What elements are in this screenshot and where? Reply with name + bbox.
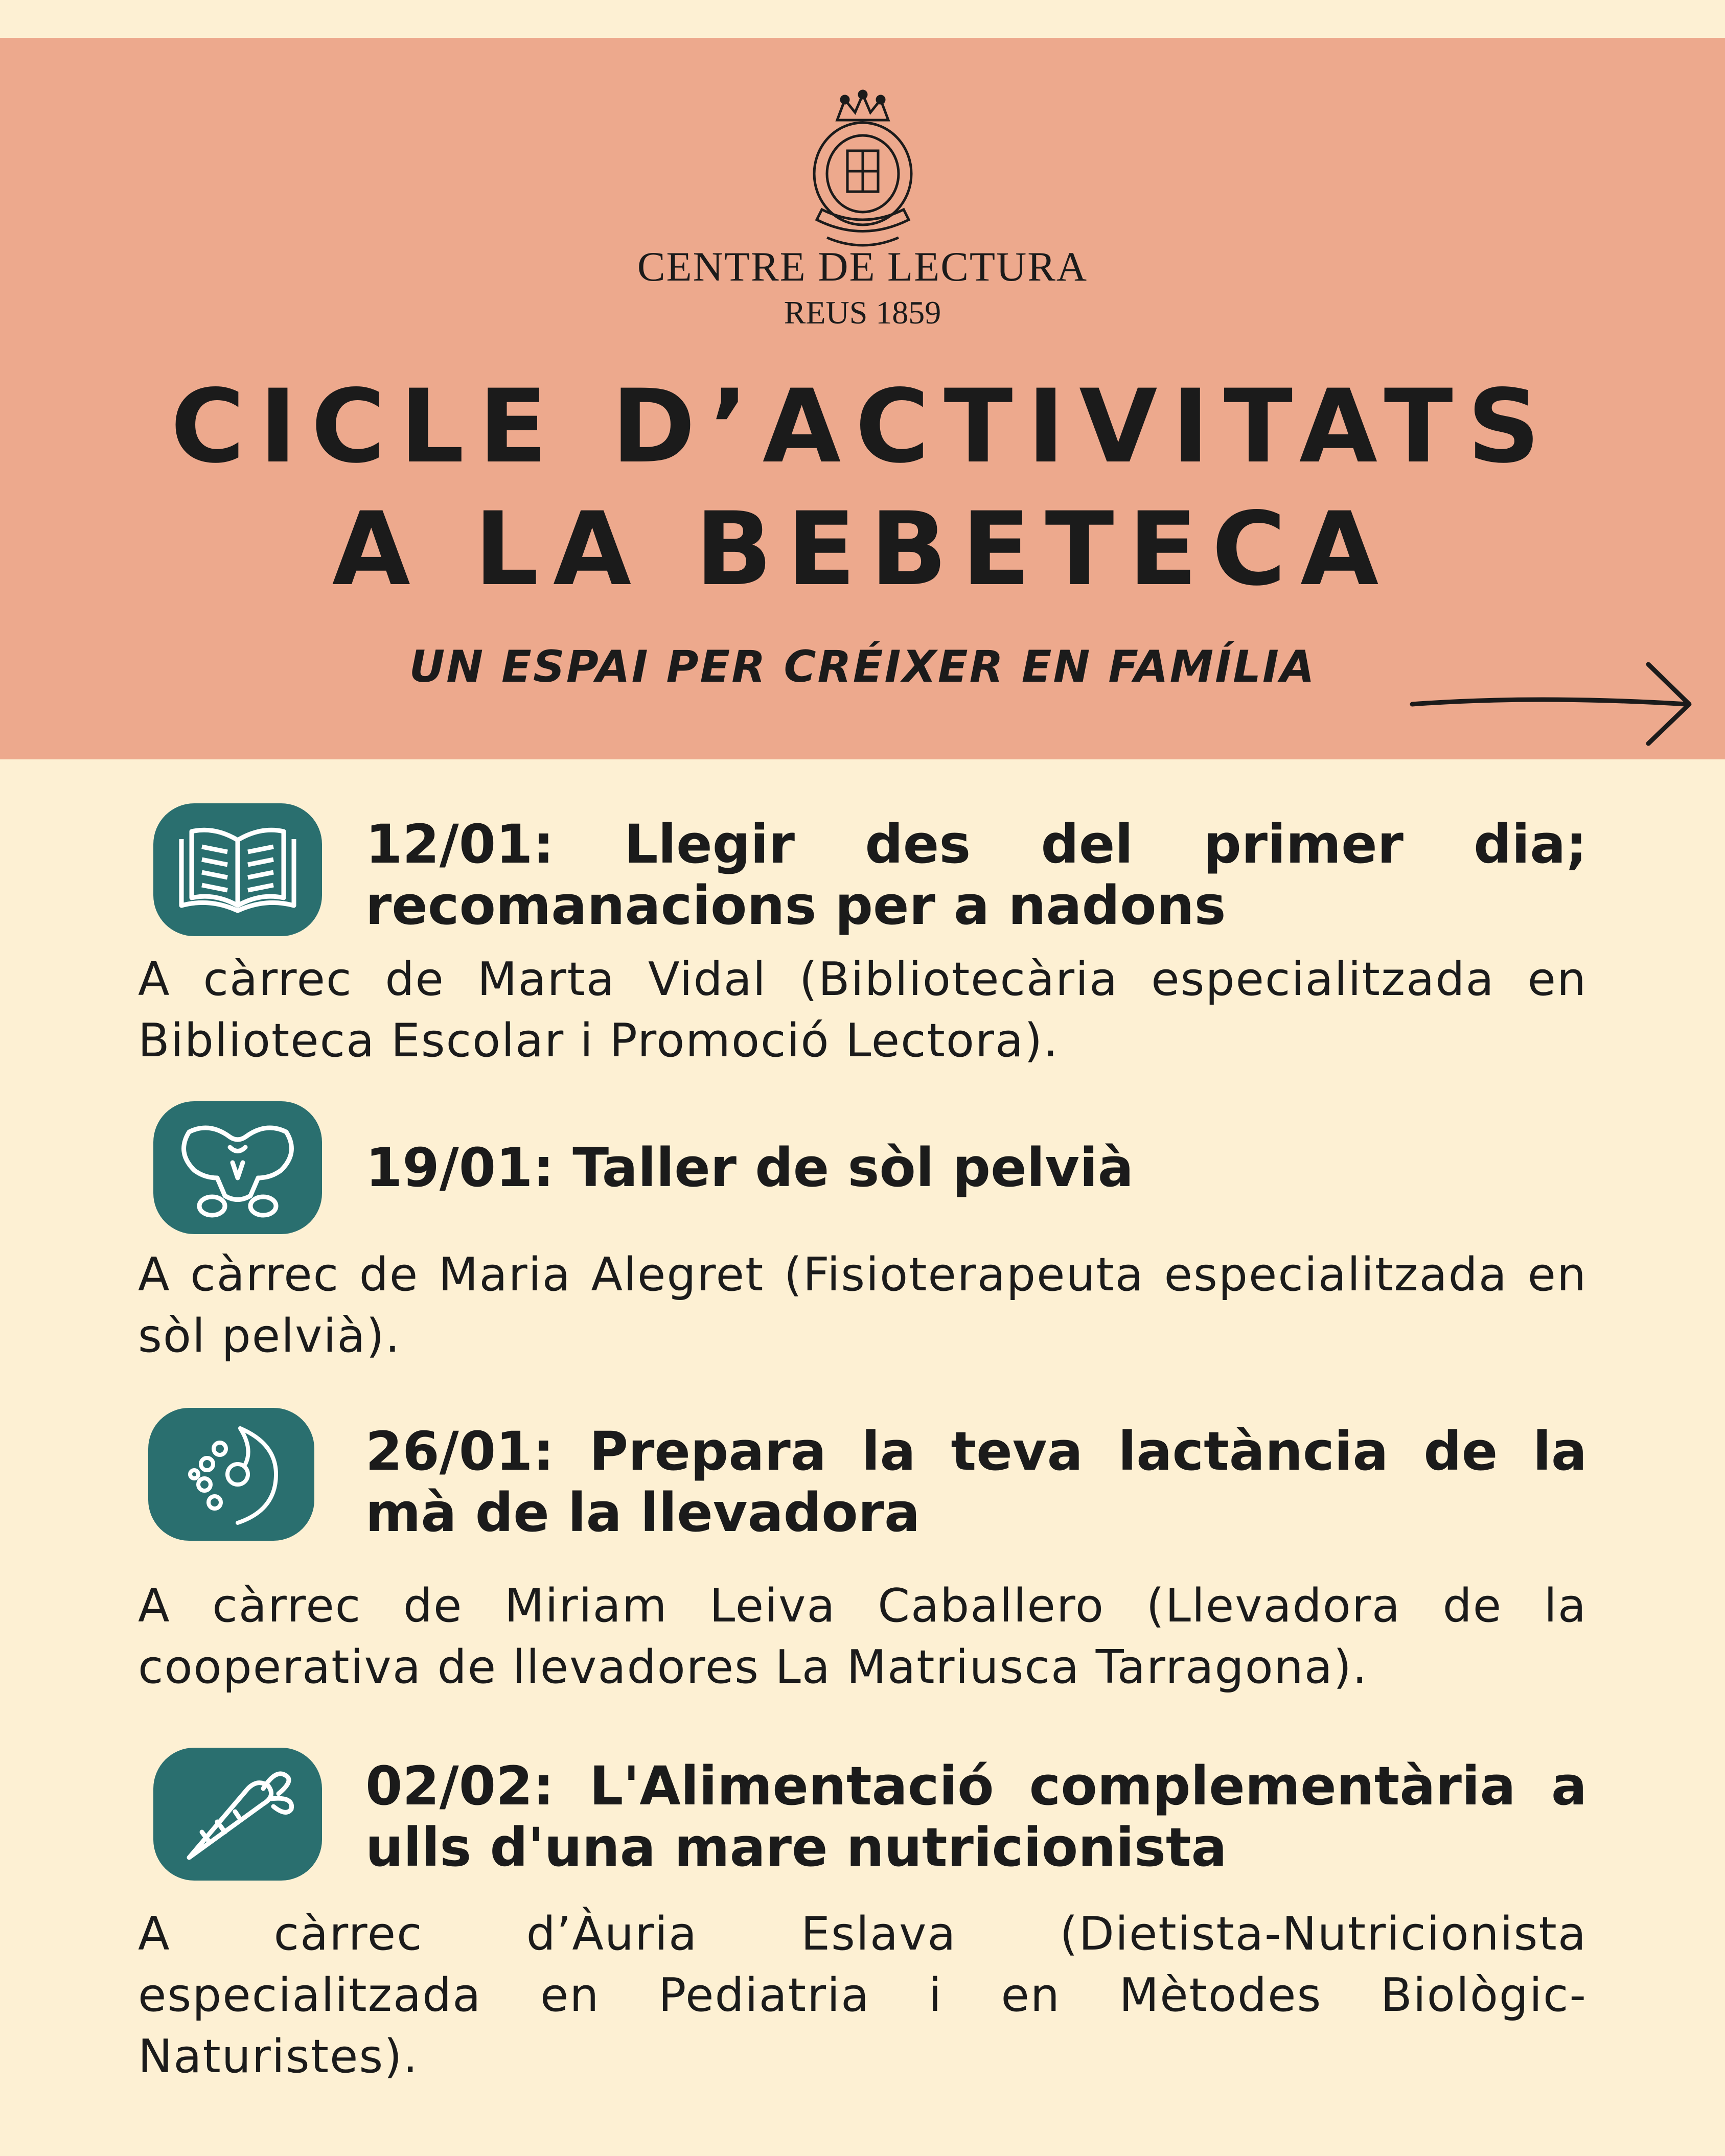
page-subtitle: UN ESPAI PER CRÉIXER EN FAMÍLIA xyxy=(409,641,1316,692)
event-description: A càrrec de Marta Vidal (Bibliotecària especialitzada en Biblioteca Escolar i Promoció Lectora). xyxy=(138,953,1587,1068)
centre-de-lectura-emblem-icon xyxy=(807,89,919,266)
page-title-line-1: CICLE D’ACTIVITATS xyxy=(170,367,1555,485)
event-title: 12/01: Llegir des del primer dia; recomanacions per a nadons xyxy=(365,813,1587,937)
pelvis-icon xyxy=(153,1101,322,1234)
carrot-icon xyxy=(153,1748,322,1881)
book-icon xyxy=(153,803,322,936)
page-title-line-2: A LA BEBETECA xyxy=(332,490,1393,608)
logo-name: CENTRE DE LECTURA xyxy=(637,243,1088,290)
logo-subtitle: REUS 1859 xyxy=(784,294,941,331)
breastfeeding-icon xyxy=(148,1408,314,1541)
arrow-right-icon xyxy=(1408,659,1694,751)
event-description: A càrrec de Maria Alegret (Fisioterapeuta especialitzada en sòl pelvià). xyxy=(138,1248,1587,1363)
event-title: 19/01: Taller de sòl pelvià xyxy=(365,1137,1134,1199)
event-title: 02/02: L'Alimentació complementària a ulls d'una mare nutricionista xyxy=(365,1755,1587,1879)
event-description: A càrrec d’Àuria Eslava (Dietista-Nutricionista especialitzada en Pediatria i en Mètodes Biològic-Naturistes). xyxy=(138,1907,1587,2083)
event-title: 26/01: Prepara la teva lactància de la mà de la llevadora xyxy=(365,1420,1587,1544)
event-description: A càrrec de Miriam Leiva Caballero (Llevadora de la cooperativa de llevadores La Matriusca Tarragona). xyxy=(138,1579,1587,1694)
